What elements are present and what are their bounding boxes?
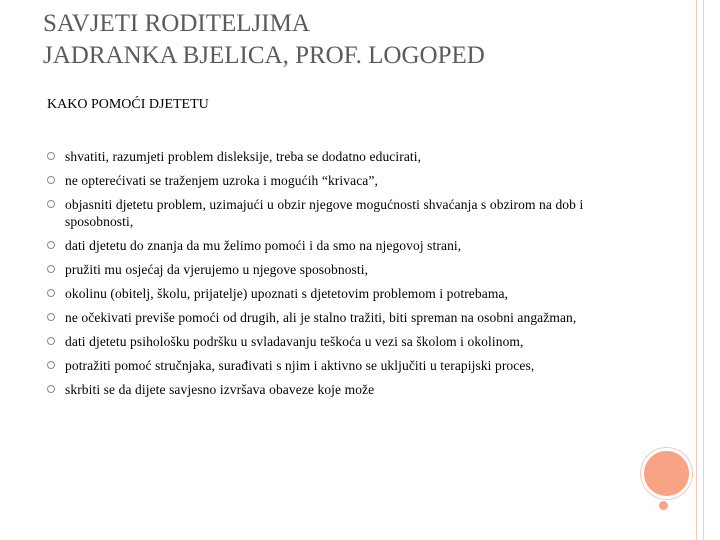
- title-line-2: JADRANKA BJELICA, PROF. LOGOPED: [43, 42, 485, 69]
- list-item: [47, 261, 647, 278]
- bullet-icon: [47, 176, 55, 184]
- bullet-icon: [47, 265, 55, 273]
- list-item-text: pružiti mu osjećaj da vjerujemo u njegove sposobnosti,: [65, 262, 369, 277]
- decorative-circle-small: [659, 501, 668, 510]
- list-item: [47, 357, 647, 374]
- bullet-icon: [47, 385, 55, 393]
- right-border-line: [696, 0, 697, 540]
- slide-title: [43, 8, 485, 72]
- bullet-icon: [47, 152, 55, 160]
- right-border-line: [703, 0, 704, 540]
- list-item: [47, 148, 647, 165]
- list-item-text: ne opterećivati se traženjem uzroka i mogućih “krivaca”,: [65, 173, 378, 188]
- list-item: [47, 309, 647, 326]
- list-item-text: okolinu (obitelj, školu, prijatelje) upoznati s djetetovim problemom i potrebama,: [65, 286, 509, 301]
- bullet-icon: [47, 241, 55, 249]
- bullet-icon: [47, 361, 55, 369]
- list-item-text: dati djetetu psihološku podršku u svladavanju teškoća u vezi sa školom i okolinom,: [65, 334, 524, 349]
- list-item: [47, 196, 647, 230]
- list-item-text: skrbiti se da dijete savjesno izvršava obaveze koje može: [65, 382, 375, 397]
- list-item: [47, 172, 647, 189]
- list-item: [47, 285, 647, 302]
- decorative-circle-large: [641, 448, 692, 499]
- bullet-icon: [47, 289, 55, 297]
- title-line-1: SAVJETI RODITELJIMA: [43, 10, 310, 37]
- list-item: [47, 237, 647, 254]
- list-item: [47, 333, 647, 350]
- section-heading: KAKO POMOĆI DJETETU: [47, 97, 209, 112]
- list-item: [47, 381, 647, 398]
- list-item-text: dati djetetu do znanja da mu želimo pomoći i da smo na njegovoj strani,: [65, 238, 462, 253]
- list-item-text: potražiti pomoć stručnjaka, surađivati s njim i aktivno se uključiti u terapijski proces,: [65, 358, 535, 373]
- bullet-icon: [47, 200, 55, 208]
- list-item-text: shvatiti, razumjeti problem disleksije, treba se dodatno educirati,: [65, 149, 422, 164]
- bullet-icon: [47, 313, 55, 321]
- bullet-icon: [47, 337, 55, 345]
- list-item-text: ne očekivati previše pomoći od drugih, ali je stalno tražiti, biti spreman na osobni angažman,: [65, 310, 577, 325]
- list-item-text: objasniti djetetu problem, uzimajući u obzir njegove mogućnosti shvaćanja s obzirom na dob i sposobnosti,: [65, 197, 584, 229]
- advice-list: [47, 148, 647, 405]
